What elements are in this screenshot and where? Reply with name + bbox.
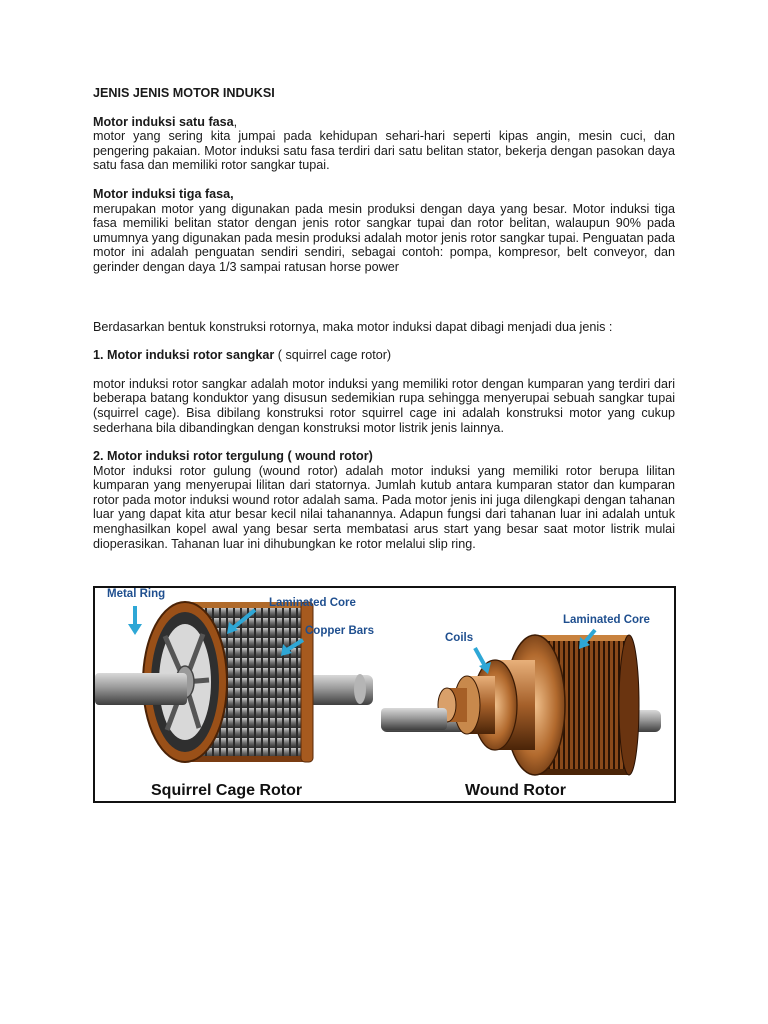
rotor-comparison-figure [93, 586, 676, 803]
section-paragraph: merupakan motor yang digunakan pada mesin produksi dengan daya yang besar. Motor induksi tiga fasa memiliki belitan stator dengan jenis rotor sangkar tupai dan rotor belitan, walaupun 90% pada umumnya yang digunakan pada mesin produksi adalah motor jenis rotor sangkar tupai. Penguatan pada motor ini adalah penguatan sendiri sendiri, sebagai contoh: pompa, kompresor, belt conveyor, dan gerinder dengan daya 1/3 sampai ratusan horse power [93, 201, 675, 274]
wound-rotor-graphic [381, 630, 661, 775]
section-wound-rotor [93, 449, 675, 551]
section-squirrel-cage [93, 348, 675, 435]
section-paragraph: motor yang sering kita jumpai pada kehidupan sehari-hari seperti kipas angin, mesin cuci, dan pengering pakaian. Motor induksi satu fasa terdiri dari satu belitan stator, bekerja dengan pasokan daya satu fasa dan memiliki rotor sangkar tupai. [93, 129, 675, 173]
label-laminated-core-right: Laminated Core [563, 614, 650, 626]
section-heading-text: 1. Motor induksi rotor sangkar [93, 348, 275, 363]
section-heading-comma: , [233, 114, 238, 129]
section-heading [93, 115, 675, 130]
label-coils: Coils [445, 632, 474, 644]
caption-wound-rotor: Wound Rotor [465, 782, 567, 799]
section-paragraph: motor induksi rotor sangkar adalah motor induksi yang memiliki rotor dengan kumparan yang terdiri dari beberapa batang konduktor yang disusun sedemikian rupa sehingga menyerupai sebuah sangkar tupai (squirrel cage). Bisa dibilang konstruksi rotor squirrel cage ini adalah konstruksi motor yang cukup sederhana bila dibandingkan dengan konstruksi motor listrik jenis lainnya. [93, 376, 675, 435]
label-copper-bars: Copper Bars [305, 625, 375, 637]
section-heading-text: Motor induksi satu fasa [93, 114, 234, 129]
section-three-phase [93, 187, 675, 275]
section-heading: 2. Motor induksi rotor tergulung ( wound rotor) [93, 449, 373, 464]
document-title: JENIS JENIS MOTOR INDUKSI [93, 86, 275, 100]
section-single-phase [93, 115, 675, 173]
intro-paragraph: Berdasarkan bentuk konstruksi rotornya, maka motor induksi dapat dibagi menjadi dua jenis : [93, 319, 613, 334]
section-heading: Motor induksi tiga fasa, [93, 186, 234, 201]
section-heading-suffix: ( squirrel cage rotor) [274, 348, 392, 363]
section-paragraph: Motor induksi rotor gulung (wound rotor) adalah motor induksi yang memiliki rotor berupa lilitan kumparan yang menyerupai lilitan dari statornya. Jumlah kutub antara kumparan stator dan kumparan rotor pada motor induksi wound rotor adalah sama. Pada motor jenis ini juga dilengkapi dengan tahanan luar yang dapat kita atur besar kecil nilai tahanannya. Adapun fungsi dari tahanan luar ini adalah untuk menghasilkan kopel awal yang besar serta membatasi arus start yang besar saat motor listrik mulai dioperasikan. Tahanan luar ini dihubungkan ke rotor melalui slip ring. [93, 463, 675, 551]
caption-squirrel-cage-rotor: Squirrel Cage Rotor [151, 782, 303, 799]
document-body [93, 86, 675, 551]
label-metal-ring: Metal Ring [107, 588, 166, 600]
label-laminated-core-left: Laminated Core [269, 597, 356, 609]
section-heading [93, 348, 675, 363]
